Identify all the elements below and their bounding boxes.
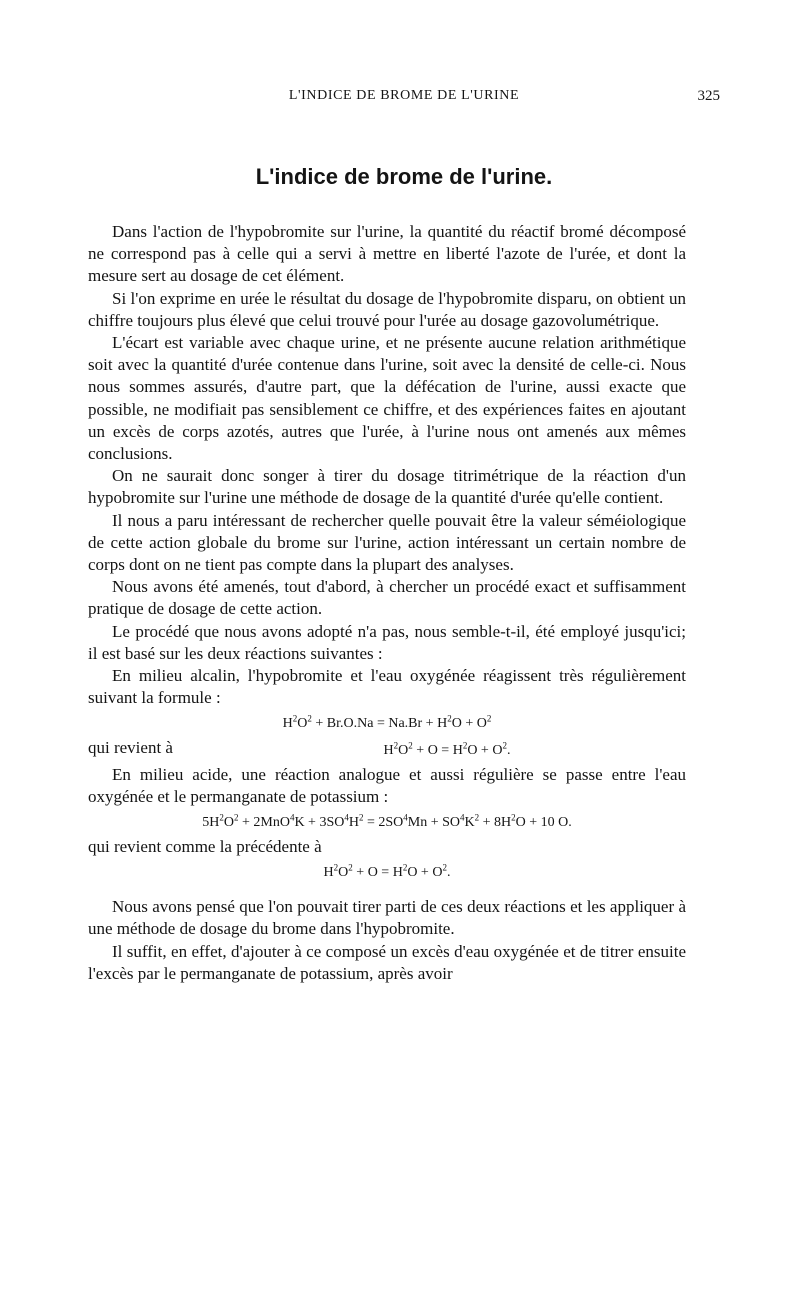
formula-4: $H^2O^2 + O = H^2O + O^2$. [323,862,451,881]
paragraph: Dans l'action de l'hypobromite sur l'urine, la quantité du réactif bromé décomposé ne correspond pas à celle qui a servi à mettre en liberté l'azote de l'urée, et dont la mesure sert au dosage de cet élément. [88,222,686,286]
formula-2: $H^2O^2 + O = H^2O + O^2$. [383,740,511,758]
paragraph: Il suffit, en effet, d'ajouter à ce composé un excès d'eau oxygénée et de titrer ensuite l'excès par le permanganate de potassium, après avoir [88,941,686,983]
article-title: L'indice de brome de l'urine. [255,164,553,189]
paragraph: Nous avons pensé que l'on pouvait tirer parti de ces deux réactions et les appliquer à une méthode de dosage du brome dans l'hypobromite. [88,897,686,939]
body-text [88,221,686,985]
running-head [88,88,720,110]
paragraph: En milieu alcalin, l'hypobromite et l'eau oxygénée réagissent très régulièrement suivant la formule : [88,666,686,708]
paragraph: Il nous a paru intéressant de rechercher quelle pouvait être la valeur séméiologique de cette action globale du brome sur l'urine, action intéressant un certain nombre de corps dont on ne tient pas compte dans la plupart des analyses. [88,510,686,575]
formula-3: $5H^2O^2 + 2MnO^4K + 3SO^4H^2 = 2SO^4Mn + SO^4K^2 + 8H^2O + 10$ O. [202,812,572,831]
paragraph: L'écart est variable avec chaque urine, et ne présente aucune relation arithmétique soit avec la quantité d'urée contenue dans l'urine, soit avec la densité de celle-ci. Nous nous sommes assurés, d'autre part, que la défécation de l'urine, aussi exacte que possible, ne modifiait pas sensiblement ce chiffre, et des expériences faites en ajoutant un excès de corps azotés, autres que l'urée, à l'urine nous ont amenés aux mêmes conclusions. [88,333,686,464]
paragraph: On ne saurait donc songer à tirer du dosage titrimétrique de la réaction d'un hypobromite sur l'urine une méthode de dosage de la quantité d'urée qu'elle contient. [88,466,686,508]
formula-1: $H^2O^2 + Br.O.Na = Na.Br + H^2O + O^2$ [282,713,492,732]
paragraph: En milieu acide, une réaction analogue et aussi régulière se passe entre l'eau oxygénée et le permanganate de potassium : [88,764,686,806]
paragraph: qui revient à [88,738,173,758]
page-number: 325 [697,88,720,104]
spacer [88,886,686,896]
paragraph: Le procédé que nous avons adopté n'a pas, nous semble-t-il, été employé jusqu'ici; il est basé sur les deux réactions suivantes : [88,621,686,663]
running-title: L'INDICE DE BROME DE L'URINE [288,88,520,103]
paragraph: qui revient comme la précédente à [88,837,322,857]
paragraph: Nous avons été amenés, tout d'abord, à chercher un procédé exact et suffisamment pratique de dosage de cette action. [88,577,686,619]
paragraph: Si l'on exprime en urée le résultat du dosage de l'hypobromite disparu, on obtient un chiffre toujours plus élevé que celui trouvé pour l'urée au dosage gazovolumétrique. [88,288,686,330]
